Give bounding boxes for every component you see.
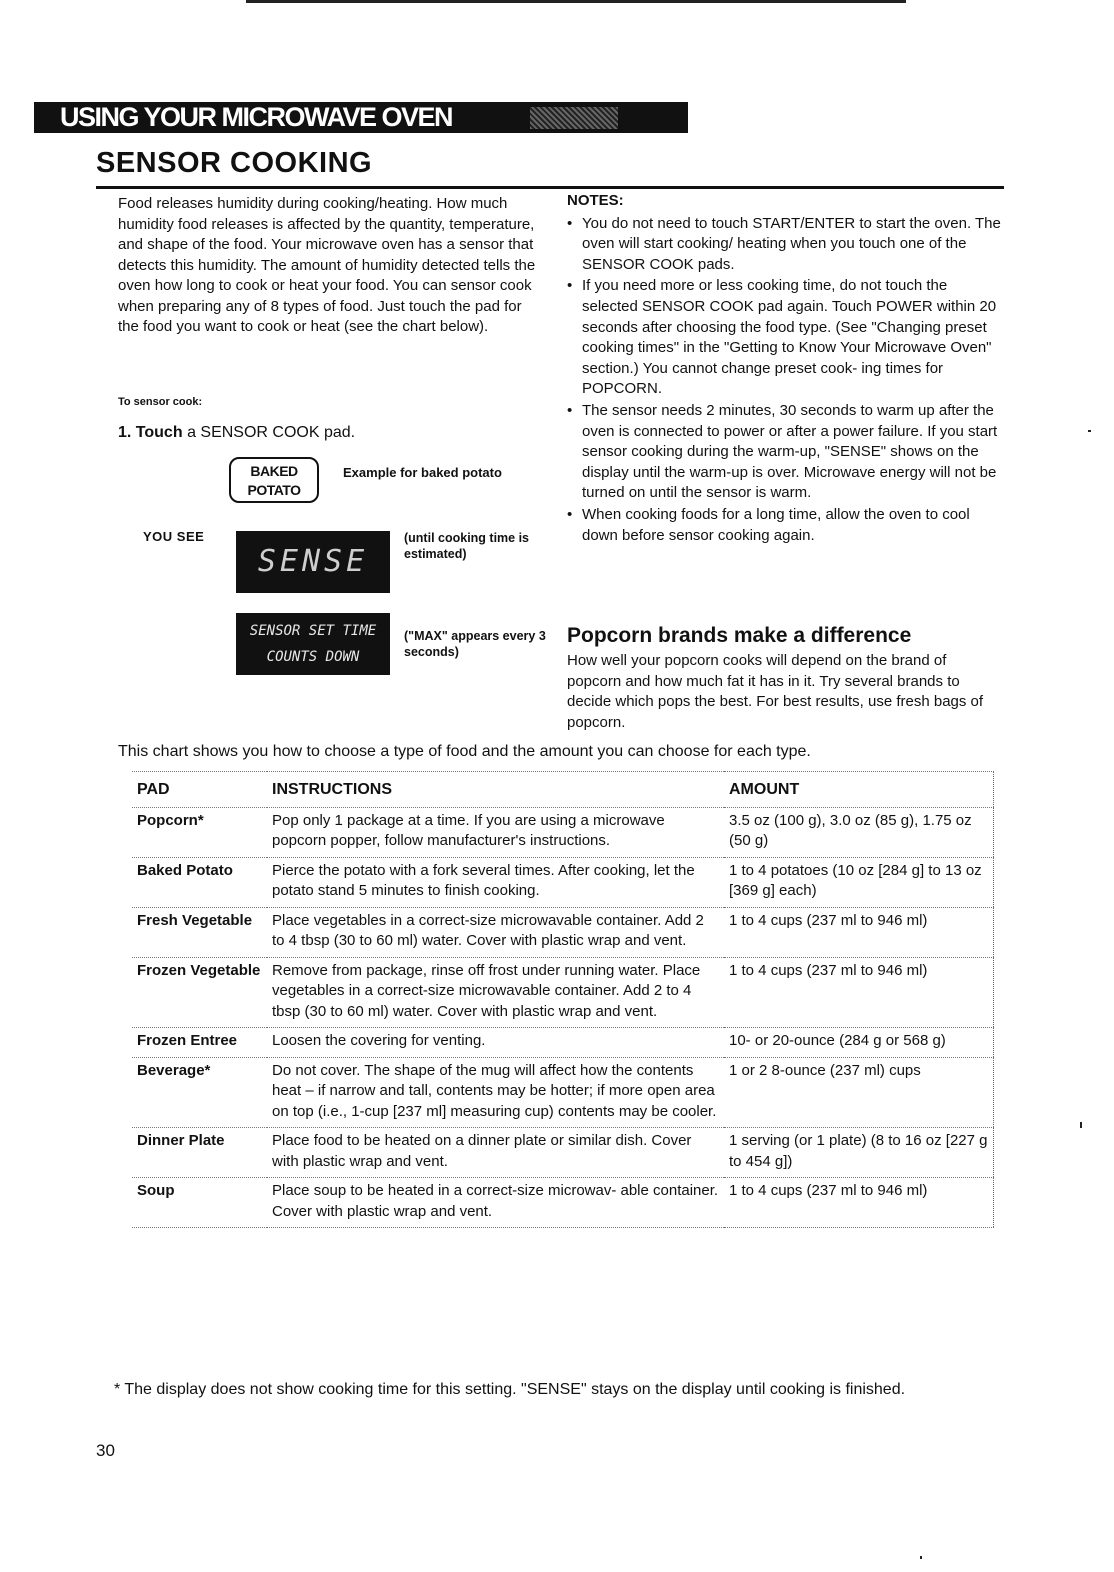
timer-caption: ("MAX" appears every 3 seconds) bbox=[404, 629, 546, 659]
table-header-row bbox=[132, 772, 994, 808]
cell-pad: Beverage* bbox=[132, 1057, 267, 1128]
cell-instructions: Do not cover. The shape of the mug will affect how the contents heat – if narrow and tall, contents may be hotter; if more open area on top (i.e., 1-cup [237 ml] measuring cup) contents may be cooler. bbox=[267, 1057, 724, 1128]
cell-instructions: Place food to be heated on a dinner plate or similar dish. Cover with plastic wrap and vent. bbox=[267, 1128, 724, 1178]
cell-pad: Popcorn* bbox=[132, 807, 267, 857]
intro-text bbox=[118, 194, 538, 338]
popcorn-paragraph: How well your popcorn cooks will depend on the brand of popcorn and how much fat it has in it. Try several brands to decide which pops the best. For best results, use fresh bags of popcorn. bbox=[567, 652, 984, 731]
cell-instructions: Pop only 1 package at a time. If you are using a microwave popcorn popper, follow manufacturer's instructions. bbox=[267, 807, 724, 857]
step-number: 1. bbox=[118, 424, 132, 441]
cell-pad: Fresh Vegetable bbox=[132, 907, 267, 957]
cell-pad: Frozen Vegetable bbox=[132, 957, 267, 1028]
cell-amount: 10- or 20-ounce (284 g or 568 g) bbox=[724, 1028, 994, 1058]
sense-caption: (until cooking time is estimated) bbox=[404, 531, 530, 561]
header-pad: PAD bbox=[132, 772, 267, 808]
scan-speck bbox=[1080, 1122, 1082, 1128]
cell-amount: 1 to 4 cups (237 ml to 946 ml) bbox=[724, 1178, 994, 1228]
page-number: 30 bbox=[96, 1441, 115, 1460]
pad-key-line-1: BAKED bbox=[250, 463, 298, 479]
step-1 bbox=[118, 424, 355, 442]
cell-pad: Baked Potato bbox=[132, 857, 267, 907]
table-row bbox=[132, 857, 994, 907]
timer-display-line-1: SENSOR SET TIME bbox=[249, 623, 377, 639]
note-item: • The sensor needs 2 minutes, 30 seconds to warm up after the oven is connected to power or after a power failure. If you start sensor cooking during the warm-up, "SENSE" shows on the display until the warm-up is over. Microwave energy will not be turned on until the sensor is warm. bbox=[567, 401, 1007, 504]
notes-heading: NOTES: bbox=[567, 192, 624, 209]
popcorn-heading: Popcorn brands make a difference bbox=[567, 624, 912, 647]
page-title: SENSOR COOKING bbox=[96, 147, 373, 179]
scan-speck bbox=[1088, 430, 1091, 432]
cell-pad: Dinner Plate bbox=[132, 1128, 267, 1178]
section-banner bbox=[34, 102, 688, 133]
cell-amount: 1 to 4 cups (237 ml to 946 ml) bbox=[724, 907, 994, 957]
cell-instructions: Remove from package, rinse off frost under running water. Place vegetables in a correct-size microwavable container. Add 2 to 4 tbsp (30 to 60 ml) water. Cover with plastic wrap and vent. bbox=[267, 957, 724, 1028]
banner-shade-pattern bbox=[530, 107, 618, 129]
cell-instructions: Place vegetables in a correct-size microwavable container. Add 2 to 4 tbsp (30 to 60 ml) water. Cover with plastic wrap and vent. bbox=[267, 907, 724, 957]
timer-display bbox=[236, 613, 390, 675]
intro-paragraph: Food releases humidity during cooking/heating. How much humidity food releases is affected by the quantity, temperature, and shape of the food. Your microwave oven has a sensor that detects this humidity. The amount of humidity detected tells the oven how long to cook or heat your food. You can sensor cook when preparing any of 8 types of food. Just touch the pad for the food you want to cook or heat (see the chart below). bbox=[118, 195, 536, 335]
chart-intro: This chart shows you how to choose a type of food and the amount you can choose for each type. bbox=[118, 743, 811, 760]
table-row bbox=[132, 957, 994, 1028]
table-row bbox=[132, 1028, 994, 1058]
title-rule bbox=[96, 186, 1004, 189]
step-verb: Touch bbox=[135, 424, 183, 441]
note-item: • When cooking foods for a long time, allow the oven to cool down before sensor cooking again. bbox=[567, 505, 1007, 546]
header-instructions: INSTRUCTIONS bbox=[267, 772, 724, 808]
cell-amount: 1 or 2 8-ounce (237 ml) cups bbox=[724, 1057, 994, 1128]
cell-amount: 1 to 4 cups (237 ml to 946 ml) bbox=[724, 957, 994, 1028]
timer-display-line-2: COUNTS DOWN bbox=[266, 649, 360, 665]
note-item: • You do not need to touch START/ENTER to start the oven. The oven will start cooking/ heating when you touch one of the SENSOR COOK pads. bbox=[567, 214, 1007, 276]
you-see-label: YOU SEE bbox=[143, 529, 205, 544]
table-row bbox=[132, 1128, 994, 1178]
table-row bbox=[132, 1057, 994, 1128]
cell-amount: 1 serving (or 1 plate) (8 to 16 oz [227 g to 454 g]) bbox=[724, 1128, 994, 1178]
sense-display bbox=[236, 531, 390, 593]
cell-pad: Soup bbox=[132, 1178, 267, 1228]
footnote: * The display does not show cooking time for this setting. "SENSE" stays on the display until cooking is finished. bbox=[114, 1381, 906, 1398]
cell-instructions: Loosen the covering for venting. bbox=[267, 1028, 724, 1058]
notes-list bbox=[567, 214, 1007, 547]
baked-potato-pad-illustration bbox=[229, 457, 319, 503]
table-row bbox=[132, 907, 994, 957]
cell-amount: 1 to 4 potatoes (10 oz [284 g] to 13 oz [369 g] each) bbox=[724, 857, 994, 907]
top-rule bbox=[246, 0, 906, 3]
section-banner-text: USING YOUR MICROWAVE OVEN bbox=[60, 102, 453, 132]
cell-instructions: Pierce the potato with a fork several times. After cooking, let the potato stand 5 minutes to finish cooking. bbox=[267, 857, 724, 907]
scan-speck bbox=[920, 1556, 922, 1559]
sense-display-text: SENSE bbox=[257, 544, 369, 579]
sensor-cook-chart bbox=[132, 771, 994, 1228]
cell-instructions: Place soup to be heated in a correct-size microwav- able container. Cover with plastic wrap and vent. bbox=[267, 1178, 724, 1228]
pad-key-line-2: POTATO bbox=[247, 482, 301, 498]
cell-pad: Frozen Entree bbox=[132, 1028, 267, 1058]
step-text: a SENSOR COOK pad. bbox=[187, 424, 356, 441]
example-caption: Example for baked potato bbox=[343, 465, 502, 480]
cell-amount: 3.5 oz (100 g), 3.0 oz (85 g), 1.75 oz (50 g) bbox=[724, 807, 994, 857]
note-item: • If you need more or less cooking time, do not touch the selected SENSOR COOK pad again. Touch POWER within 20 seconds after choosing the food type. (See "Changing preset cooking times" in the "Getting to Know Your Microwave Oven" section.) You cannot change preset cook- ing times for POPCORN. bbox=[567, 276, 1007, 400]
table-row bbox=[132, 807, 994, 857]
sensor-cook-label: To sensor cook: bbox=[118, 396, 203, 408]
table-row bbox=[132, 1178, 994, 1228]
header-amount: AMOUNT bbox=[724, 772, 994, 808]
notes-section bbox=[567, 191, 1007, 547]
